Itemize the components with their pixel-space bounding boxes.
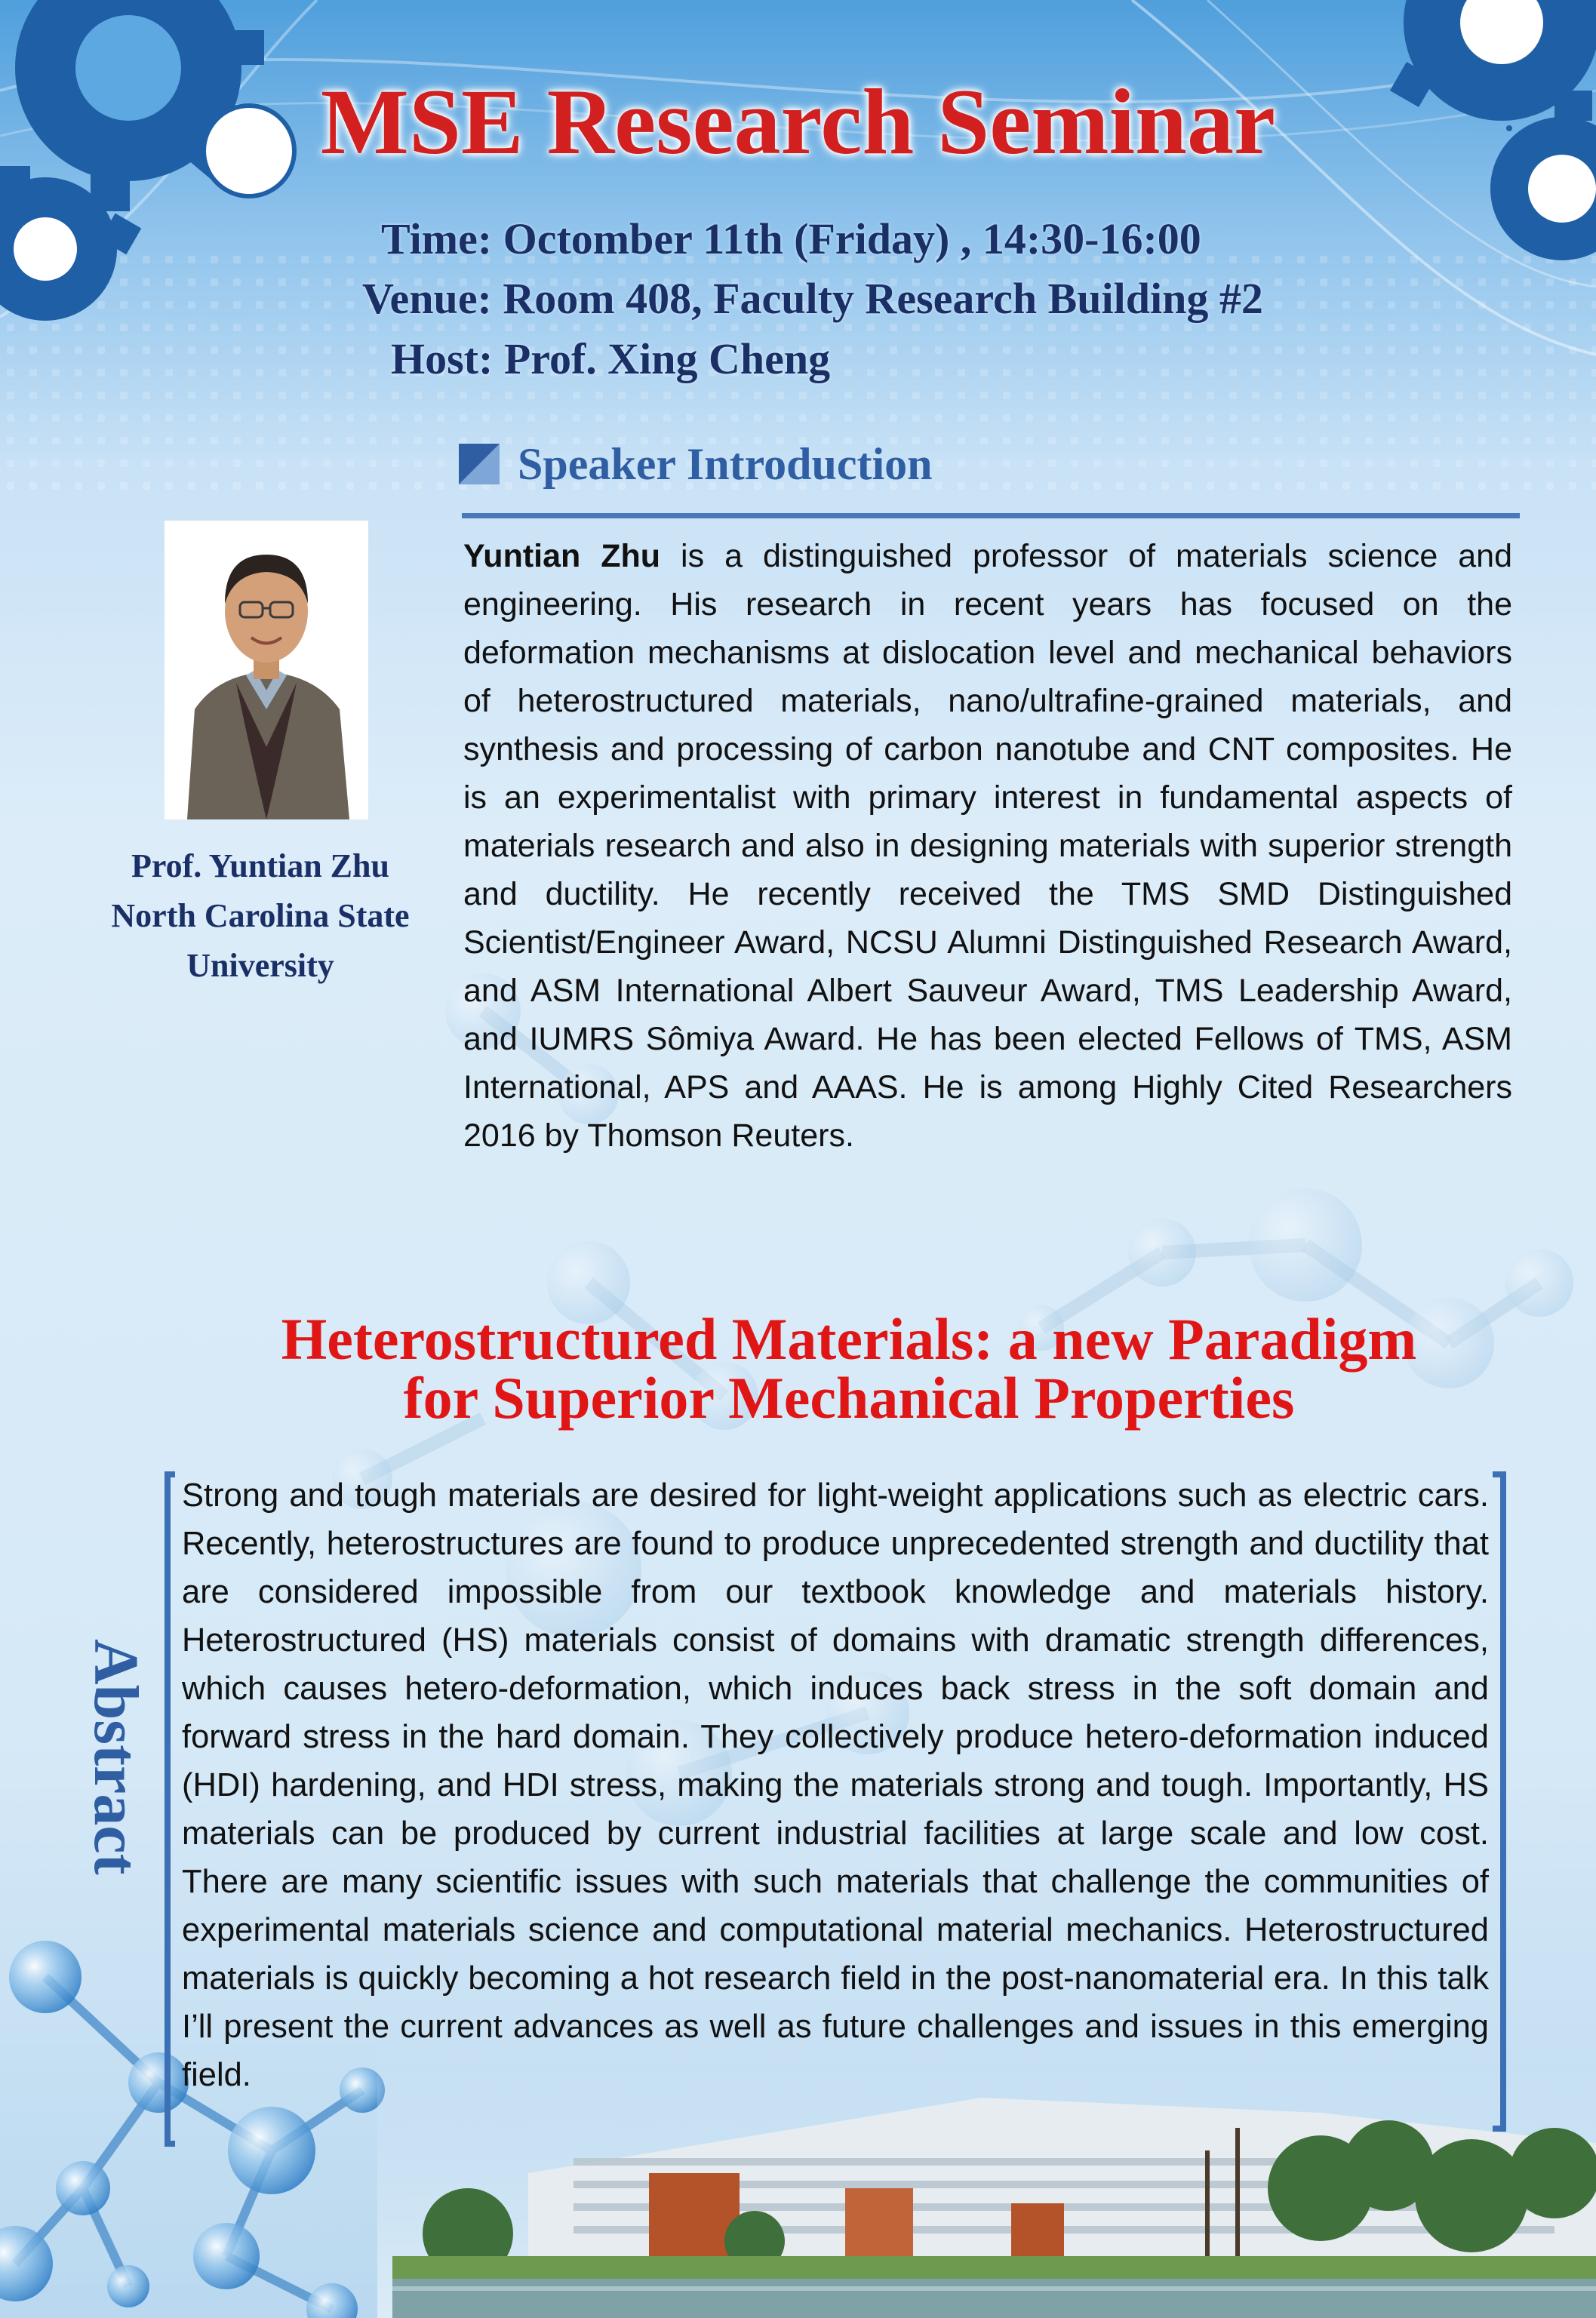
section-square-icon [459,444,500,484]
talk-title-line1: Heterostructured Materials: a new Paradigm [281,1306,1417,1372]
speaker-affiliation-line1: North Carolina State [111,897,410,934]
bio-text: is a distinguished professor of materials science and engineering. His research in recent years has focused on the deformation mechanisms at dislocation level and mechanical behaviors of heterostructured materials, nano/ultrafine-grained materials, and synthesis and processing of carbon nanotube and CNT composites. He is an experimentalist with primary interest in fundamental aspects of materials research and also in designing materials with superior strength and ductility. He recently received the TMS SMD Distinguished Scientist/Engineer Award, NCSU Alumni Distinguished Research Award, and ASM International Albert Sauveur Award, TMS Leadership Award, and IUMRS Sômiya Award. He has been elected Fellows of TMS, ASM International, APS and AAAS. He is among Highly Cited Researchers 2016 by Thomson Reuters. [463,538,1512,1154]
abstract-bracket-right [1493,1471,1506,2132]
speaker-affiliation-line2: University [186,947,334,984]
speaker-bio [463,532,1512,1160]
bio-speaker-name: Yuntian Zhu [463,538,661,574]
event-host: Host: Prof. Xing Cheng [391,334,831,383]
seminar-title: MSE Research Seminar [320,70,1276,174]
event-time: Time: Octomber 11th (Friday) , 14:30-16:00 [381,214,1201,263]
abstract-bracket-left [165,1471,175,2147]
speaker-section-label: Speaker Introduction [518,438,933,489]
talk-title-line2: for Superior Mechanical Properties [403,1365,1295,1431]
abstract-label: Abstract [81,1638,151,1875]
speaker-section-header [459,438,933,489]
abstract-text: Strong and tough materials are desired for light-weight applications such as electric cars. Recently, heterostructures are found to produce unprecedented strength and ductility that are considered impossible from our textbook knowledge and materials history. Heterostructured (HS) materials consist of domains with dramatic strength differences, which causes hetero-deformation, which induces back stress in the soft domain and forward stress in the hard domain. They collectively produce hetero-deformation induced (HDI) hardening, and HDI stress, making the materials strong and tough. Importantly, HS materials can be produced by current industrial facilities at large scale and low cost. There are many scientific issues with such materials that challenge the communities of experimental materials science and computational material mechanics. Heterostructured materials is quickly becoming a hot research field in the post-nanomaterial era. In this talk I’ll present the current advances as well as future challenges and issues in this emerging field. [182,1477,1489,2093]
event-venue: Venue: Room 408, Faculty Research Building #2 [362,274,1263,323]
speaker-caption [75,841,445,991]
section-divider [462,513,1520,518]
talk-title [113,1306,1585,1431]
speaker-name: Prof. Yuntian Zhu [131,847,389,884]
speaker-photo [165,521,368,819]
